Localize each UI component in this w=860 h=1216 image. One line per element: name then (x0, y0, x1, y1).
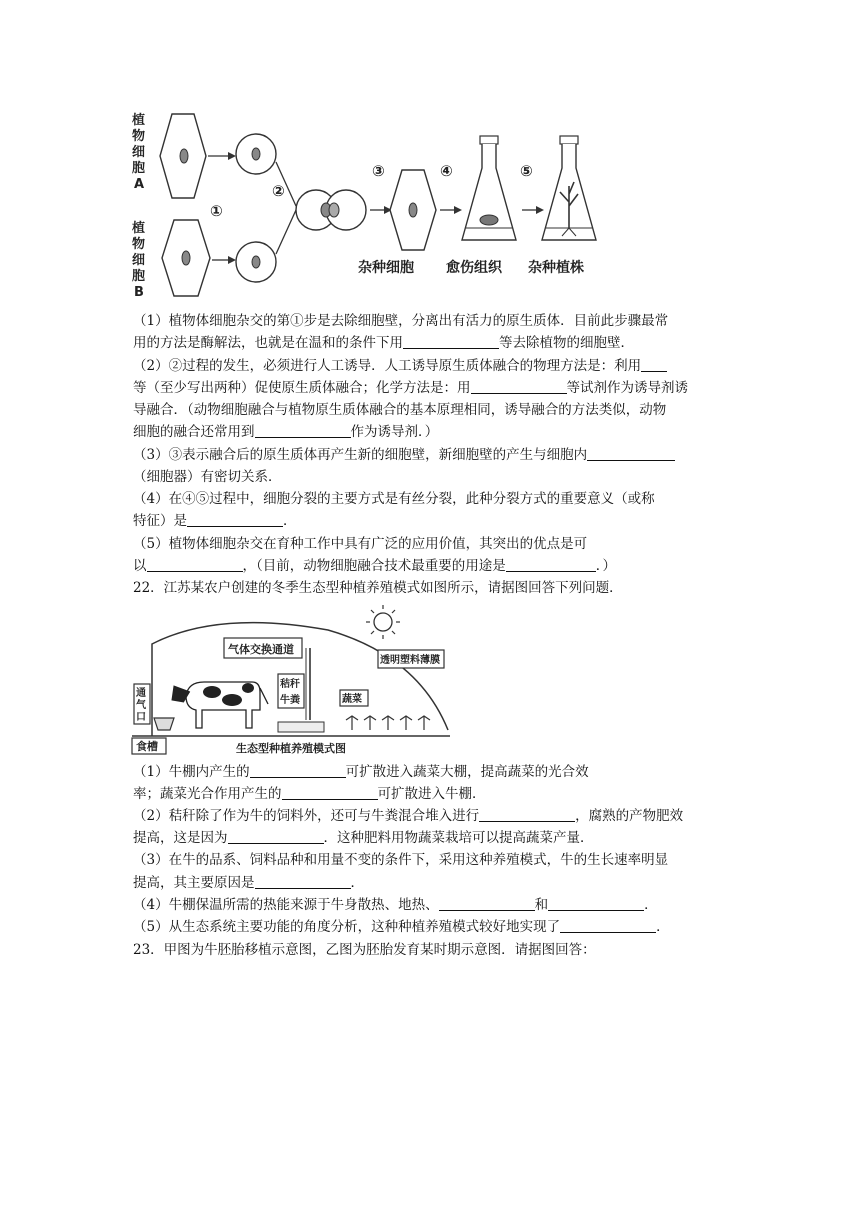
vent-char-3: 口 (136, 712, 146, 723)
q22-p1-text-a: （1）牛棚内产生的 (133, 764, 250, 780)
cell-b-char-1: 植 (132, 221, 146, 236)
q22-p2-text-b: ，腐熟的产物肥效 (575, 808, 684, 824)
q21-p4-text-b: ． (283, 513, 297, 529)
vent-char-2: 气 (136, 700, 146, 711)
cell-a-char-1: 植 (132, 113, 146, 128)
step-2-label: ② (272, 182, 285, 200)
answer-blank[interactable] (506, 557, 596, 572)
q23-header: 23．甲图为牛胚胎移植示意图，乙图为胚胎发育某时期示意图．请据图回答： (133, 942, 596, 958)
q21-p2-text-d: 细胞的融合还常用到 (133, 424, 255, 440)
cell-a-char-4: 胞 (132, 161, 146, 176)
flask-plant-icon (542, 136, 596, 240)
answer-blank[interactable] (641, 357, 667, 372)
q22-p3-line1: （3）在牛的品系、饲料品种和用量不变的条件下，采用这种养殖模式，牛的生长速率明显 (133, 852, 669, 868)
q22-p2-text-a: （2）秸秆除了作为牛的饲料外，还可与牛粪混合堆入进行 (133, 808, 480, 824)
q22-p2-line1 (133, 806, 683, 826)
q21-p5-text-c: ．） (595, 558, 616, 574)
q22-p2-text-c: 提高，这是因为 (133, 830, 228, 846)
q22-p5-text-b: ． (656, 919, 670, 935)
q22-p4-text-b: 和 (534, 897, 549, 913)
cell-a-char-2: 物 (132, 129, 146, 144)
eco-greenhouse-figure (128, 600, 458, 756)
cell-b-char-2: 物 (132, 237, 146, 252)
q22-p3-text-a: 提高，其主要原因是 (133, 875, 255, 891)
q22-p3-line2 (133, 873, 364, 893)
sun-icon (366, 605, 400, 639)
q21-p2-line1 (133, 356, 667, 376)
q21-p5-line2 (133, 556, 616, 576)
caption-hybrid-cell: 杂种细胞 (358, 260, 414, 276)
nucleus-icon (409, 203, 417, 217)
step-4-label: ④ (440, 162, 453, 180)
straw-dung-char-2: 牛粪 (280, 695, 300, 706)
answer-blank[interactable] (471, 379, 567, 394)
cow-icon (172, 682, 268, 728)
vent-char-1: 通 (136, 688, 146, 699)
q21-p3-line2: （细胞器）有密切关系． (133, 469, 282, 485)
answer-blank[interactable] (439, 896, 535, 911)
caption-hybrid-plant: 杂种植株 (528, 260, 584, 276)
film-label: 透明塑料薄膜 (380, 655, 440, 666)
q21-p2-text-b: 等（至少写出两种）促使原生质体融合；化学方法是：用 (133, 380, 471, 396)
q21-p5-text-b: ，（目前，动物细胞融合技术最重要的用途是 (242, 558, 506, 574)
nucleus-icon (329, 203, 339, 217)
step-3-label: ③ (372, 162, 385, 180)
q22-p4-text-a: （4）牛棚保温所需的热能来源于牛身散热、地热、 (133, 897, 439, 913)
q21-p3-text-a: （3）③表示融合后的原生质体再产生新的细胞壁，新细胞壁的产生与细胞内 (133, 447, 588, 463)
q22-p1-line1 (133, 762, 589, 782)
q22-p5-line1 (133, 917, 670, 937)
q22-p4-text-c: ． (644, 897, 658, 913)
cell-a-char-3: 细 (132, 145, 146, 160)
answer-blank[interactable] (479, 807, 575, 822)
gas-channel-label: 气体交换通道 (228, 643, 294, 656)
q21-p1-text-a: 用的方法是酶解法，也就是在温和的条件下用 (133, 335, 403, 351)
q21-p4-line2 (133, 511, 297, 531)
vegetable-plants-icon (346, 716, 430, 730)
q22-p1-text-b: 可扩散进入蔬菜大棚，提高蔬菜的光合效 (345, 764, 589, 780)
q22-p4-line1 (133, 895, 658, 915)
q21-p5-line1: （5）植物体细胞杂交在育种工作中具有广泛的应用价值，其突出的优点是可 (133, 536, 588, 552)
q21-p3-line1 (133, 445, 675, 465)
q21-p2-text-a: （2）②过程的发生，必须进行人工诱导．人工诱导原生质体融合的物理方法是：利用 (133, 358, 642, 374)
step-1-label: ① (210, 202, 223, 220)
cell-b-char-3: 细 (132, 253, 146, 268)
answer-blank[interactable] (403, 334, 499, 349)
answer-blank[interactable] (255, 874, 351, 889)
cell-a-label (132, 112, 145, 192)
cell-hybridization-figure (128, 106, 628, 302)
greenhouse-caption: 生态型种植养殖模式图 (236, 742, 346, 755)
step-5-label: ⑤ (520, 162, 533, 180)
caption-callus: 愈伤组织 (446, 260, 502, 276)
answer-blank[interactable] (587, 446, 675, 461)
answer-blank[interactable] (548, 896, 644, 911)
answer-blank[interactable] (255, 423, 351, 438)
cell-a-char-5: A (134, 177, 145, 192)
q22-p1-line2 (133, 784, 486, 804)
nucleus-icon (252, 148, 260, 160)
nucleus-icon (252, 256, 260, 268)
q21-p1-line1: （1）植物体细胞杂交的第①步是去除细胞壁，分离出有活力的原生质体．目前此步骤最常 (133, 313, 669, 329)
nucleus-icon (182, 251, 190, 265)
q22-p1-text-c: 率；蔬菜光合作用产生的 (133, 786, 282, 802)
q21-p2-line4 (133, 422, 438, 442)
cell-b-char-4: 胞 (132, 269, 146, 284)
answer-blank[interactable] (187, 512, 283, 527)
q21-p2-text-c: 等试剂作为诱导剂诱 (566, 380, 688, 396)
answer-blank[interactable] (147, 557, 243, 572)
q22-p3-text-b: ． (350, 875, 364, 891)
q21-p2-line3: 导融合．（动物细胞融合与植物原生质体融合的基本原理相同，诱导融合的方法类似，动物 (133, 402, 667, 418)
q21-p1-line2 (133, 333, 634, 353)
q22-p2-line2 (133, 828, 594, 848)
q21-p4-text-a: 特征）是 (133, 513, 187, 529)
q21-p1-text-b: 等去除植物的细胞壁． (499, 335, 634, 351)
q22-p2-text-d: ．这种肥料用物蔬菜栽培可以提高蔬菜产量． (323, 830, 594, 846)
q21-p5-text-a: 以 (133, 558, 147, 574)
answer-blank[interactable] (250, 763, 346, 778)
q21-p4-line1: （4）在④⑤过程中，细胞分裂的主要方式是有丝分裂，此种分裂方式的重要意义（或称 (133, 491, 655, 507)
q22-p1-text-d: 可扩散进入牛棚． (377, 786, 486, 802)
cell-b-char-5: B (134, 285, 144, 300)
cell-b-label (132, 220, 145, 300)
q22-header: 22．江苏某农户创建的冬季生态型种植养殖模式如图所示，请据图回答下列问题． (133, 580, 623, 596)
vegetable-label: 蔬菜 (342, 694, 362, 705)
answer-blank[interactable] (560, 918, 656, 933)
flask-callus-icon (462, 136, 516, 240)
q21-p2-text-e: 作为诱导剂．） (350, 424, 439, 440)
q21-p2-line2 (133, 378, 688, 398)
q22-p5-text-a: （5）从生态系统主要功能的角度分析，这种种植养殖模式较好地实现了 (133, 919, 561, 935)
nucleus-icon (180, 149, 188, 163)
straw-dung-char-1: 秸秆 (280, 679, 300, 690)
answer-blank[interactable] (282, 785, 378, 800)
trough-label: 食槽 (136, 740, 158, 753)
answer-blank[interactable] (228, 829, 324, 844)
